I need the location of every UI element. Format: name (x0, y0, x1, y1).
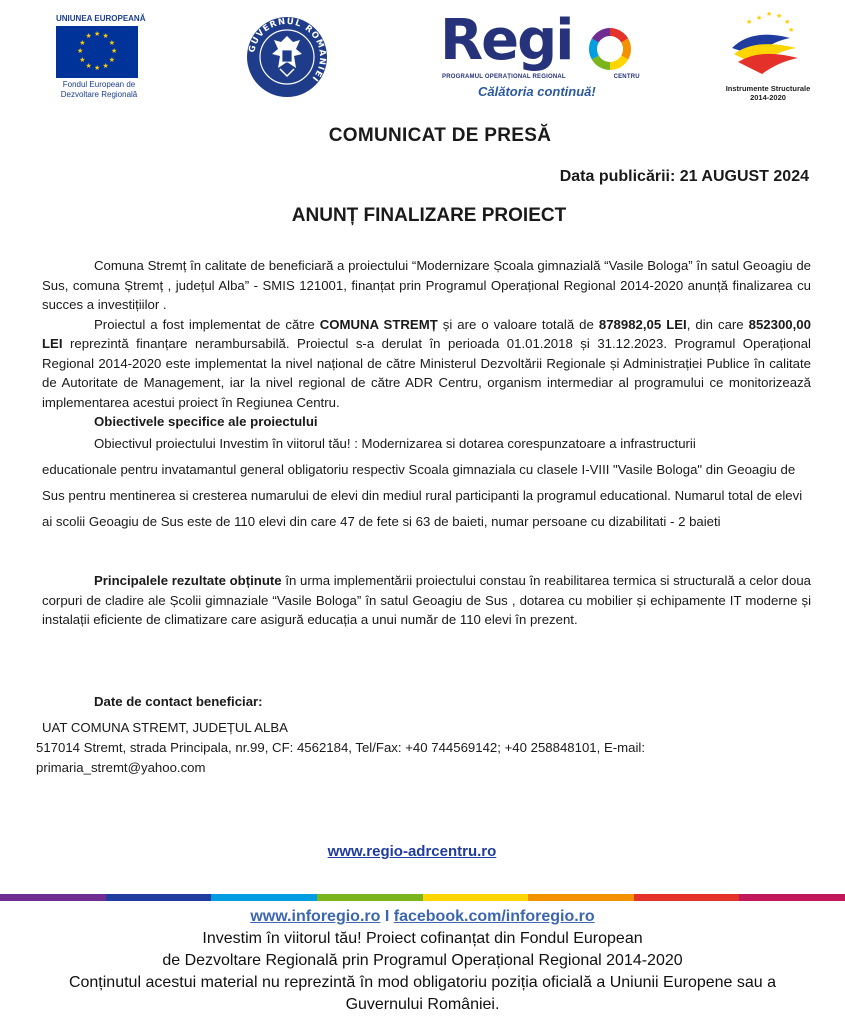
stripe-segment (423, 894, 529, 901)
footer-disclaimer-1: Conținutul acestui material nu reprezintă în mod obligatoriu poziția oficială a Uniunii Europene sau a (68, 974, 777, 991)
impl-text-1: Proiectul a fost implementat de către (94, 316, 315, 332)
svg-text:★: ★ (788, 26, 795, 34)
stripe-segment (634, 894, 740, 901)
inforegio-link[interactable]: www.inforegio.ro (250, 908, 381, 925)
results-text: în urma implementării proiectului constau în reabilitarea termica si structurală a celor doua corpuri de cladire ale Școlii gimnaziale “Vasile Bologa” în satul Geoagiu de Sus , dotarea cu mobilier și echipamente IT moderne și instalații eficiente de climatizare care asigură educația a unui număr de 110 elevi în prezent. (42, 573, 812, 627)
total-value: 878982,05 LEI (598, 316, 687, 332)
contact-heading: Date de contact beneficiar: (94, 694, 263, 709)
objectives-text: educationale pentru invatamantul general obligatoriu respectiv Scoala gimnaziala cu clasele I-VIII "Vasile Bologa" din Geoagiu de Sus pentru mentinerea si cresterea numarului de elevi din mediul rural participanti la programul educational. Numarul total de elevi ai scolii Geoagiu de Sus este de 110 elevi din care 47 de fete si 63 de baieti, numar persoane cu dizabilitati - 2 baieti (42, 462, 803, 529)
eu-caption-line-2: Dezvoltare Regională (60, 90, 138, 99)
impl-text-4: reprezintă finanțare nerambursabilă. Proiectul s-a derulat în perioada 01.01.2018 și 31.12.2023. Programul Operațional Regional 2014-2020 este implementat la nivel național de către Ministerul Dezvoltării Regionale și Administrației Publice în calitate de Autoritate de Management, iar la nivel regional de către ADR Centru, organism intermediar al programului ce monitorizează implementarea acestui proiect în Regiunea Centru. (42, 336, 811, 410)
objectives-heading: Obiectivele specifice ale proiectului (94, 414, 318, 429)
regio-ring-segment (610, 58, 625, 67)
regio-subtitle (442, 74, 640, 80)
eu-logo-caption (56, 80, 142, 100)
eu-star-icon: ★ (94, 65, 101, 72)
regio-program-name: PROGRAMUL OPERAȚIONAL REGIONAL (442, 74, 566, 80)
contact-email[interactable]: primaria_stremt@yahoo.com (36, 760, 206, 775)
footer-link-separator: I (384, 908, 390, 925)
facebook-link[interactable]: facebook.com/inforegio.ro (393, 908, 595, 925)
intro-paragraph: Comuna Stremț în calitate de beneficiară a proiectului “Modernizare Școala gimnazială “Vasile Bologa” în satul Geoagiu de Sus, comuna Ștremț , județul Alba” - SMIS 121001, finanțat prin Programul Operațional Regional 2014-2020 anunță finalizarea cu succes a investițiilor . (42, 258, 811, 312)
svg-text:★: ★ (746, 18, 753, 26)
intro-section (42, 256, 811, 432)
footer-links (0, 906, 845, 928)
implementation-paragraph (42, 315, 811, 413)
regio-ring-segment (593, 41, 595, 58)
si-caption-line-1: Instrumente Structurale (725, 84, 811, 93)
stripe-segment (106, 894, 212, 901)
eu-flag-icon (56, 26, 138, 78)
nonrefundable-value: 852300,00 LEI (42, 316, 811, 351)
objectives-section (42, 431, 811, 535)
svg-text:★: ★ (756, 14, 763, 22)
press-release-title: COMUNICAT DE PRESĂ (328, 125, 552, 146)
svg-text:★: ★ (784, 18, 791, 26)
eu-star-icon: ★ (94, 31, 101, 38)
results-paragraph (42, 571, 811, 630)
contact-section (36, 692, 816, 778)
regio-ring-segment (595, 58, 610, 67)
structural-instruments-logo (712, 8, 822, 102)
eu-star-icon: ★ (79, 56, 86, 64)
publication-date-value: 21 AUGUST 2024 (679, 168, 809, 185)
regio-color-ring-icon (587, 26, 633, 72)
structural-instruments-caption (716, 84, 820, 102)
eu-caption-line-1: Fondul European de (62, 80, 136, 89)
eu-star-icon: ★ (108, 39, 115, 47)
publication-date-label: Data publicării: (559, 168, 676, 185)
contact-entity: UAT COMUNA STREMT, JUDEȚUL ALBA (42, 720, 288, 735)
regio-region: CENTRU (613, 74, 640, 80)
eu-star-icon: ★ (108, 56, 115, 64)
svg-text:★: ★ (776, 12, 783, 20)
impl-text-2: și are o valoare totală de (442, 316, 594, 332)
eu-logo (56, 14, 146, 100)
footer-line-2: de Dezvoltare Regională prin Programul Operațional Regional 2014-2020 (162, 952, 683, 969)
publication-date (560, 168, 809, 186)
svg-text:★: ★ (766, 10, 773, 18)
regio-wordmark: Regi (440, 8, 573, 73)
results-label: Principalele rezultate obținute (94, 573, 282, 588)
stripe-segment (0, 894, 106, 901)
gov-ring-text: GUVERNUL ROMÂNIEI (247, 16, 328, 84)
government-seal-icon (246, 16, 328, 98)
color-stripe (0, 894, 845, 901)
regio-ring-segment (595, 32, 610, 41)
contact-address: 517014 Stremt, strada Principala, nr.99, CF: 4562184, Tel/Fax: +40 744569142; +40 258848101, E-mail: (36, 740, 645, 755)
logo-header (0, 0, 845, 110)
footer-disclaimer-2: Guvernului României. (345, 996, 500, 1013)
beneficiary-name: COMUNA STREMȚ (319, 316, 438, 332)
si-caption-line-2: 2014-2020 (750, 93, 786, 102)
stripe-segment (739, 894, 845, 901)
stripe-segment (317, 894, 423, 901)
regio-ring-segment (625, 41, 627, 58)
eu-star-icon: ★ (85, 33, 92, 41)
stripe-segment (528, 894, 634, 901)
eu-star-icon: ★ (102, 33, 109, 41)
structural-instruments-icon (712, 8, 822, 82)
impl-text-3: , din care (686, 316, 744, 332)
stripe-segment (211, 894, 317, 901)
eu-logo-title: UNIUNEA EUROPEANĂ (56, 14, 146, 23)
footer-line-1: Investim în viitorul tău! Proiect cofinanțat din Fondul European (202, 930, 643, 947)
footer (0, 906, 845, 1016)
regio-ring-segment (610, 32, 625, 41)
regio-website-link[interactable]: www.regio-adrcentru.ro (327, 843, 497, 860)
regio-logo (440, 8, 640, 102)
eu-star-icon: ★ (85, 62, 92, 70)
announcement-title: ANUNȚ FINALIZARE PROIECT (291, 205, 567, 226)
eu-star-icon: ★ (77, 48, 84, 55)
results-section (42, 571, 811, 630)
eu-star-icon: ★ (111, 48, 118, 55)
eu-star-icon: ★ (102, 62, 109, 70)
eu-star-icon: ★ (79, 39, 86, 47)
regio-tagline: Călătoria continuă! (478, 84, 596, 99)
objectives-first-line: Obiectivul proiectului Investim în viitorul tău! : Modernizarea si dotarea corespunzatoare a infrastructurii (94, 436, 696, 451)
